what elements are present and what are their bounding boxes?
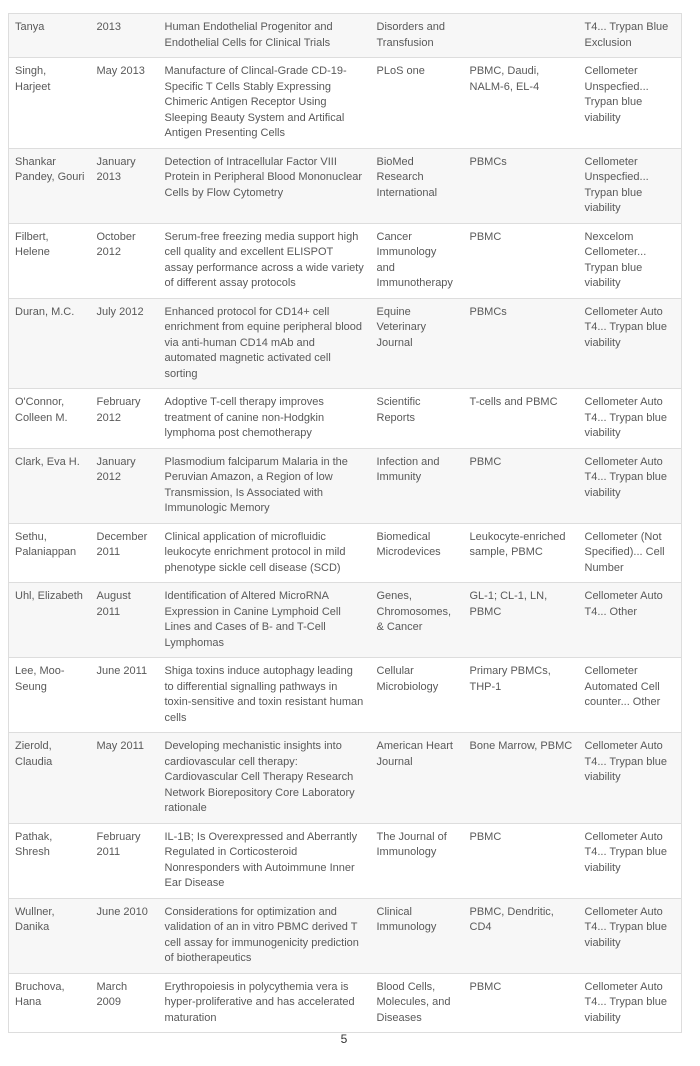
title-cell: Manufacture of Clincal-Grade CD-19-Specific T Cells Stably Expressing Chimeric Antigen Receptor Using Sleeping Beauty System and Artifical Antigen Presenting Cells	[159, 58, 371, 149]
title-cell: Considerations for optimization and validation of an in vitro PBMC derived T cell assay for immunogenicity prediction of biotherapeutics	[159, 898, 371, 973]
table-row	[9, 973, 682, 1033]
author-cell: Shankar Pandey, Gouri	[9, 148, 91, 223]
journal-cell: Equine Veterinary Journal	[371, 298, 464, 389]
cell-types-cell: PBMC, Daudi, NALM-6, EL-4	[464, 58, 579, 149]
table-row	[9, 898, 682, 973]
cell-types-cell: PBMC	[464, 973, 579, 1033]
method-cell: Cellometer Auto T4... Other	[579, 583, 682, 658]
date-cell: July 2012	[91, 298, 159, 389]
title-cell: IL-1B; Is Overexpressed and Aberrantly Regulated in Corticosteroid Nonresponders with Autoimmune Inner Ear Disease	[159, 823, 371, 898]
cell-types-cell: Primary PBMCs, THP-1	[464, 658, 579, 733]
author-cell: Clark, Eva H.	[9, 448, 91, 523]
method-cell: Cellometer Auto T4... Trypan blue viability	[579, 733, 682, 824]
date-cell: May 2013	[91, 58, 159, 149]
method-cell: Cellometer Auto T4... Trypan blue viability	[579, 973, 682, 1033]
date-cell: October 2012	[91, 223, 159, 298]
author-cell: Sethu, Palaniappan	[9, 523, 91, 583]
cell-types-cell: Bone Marrow, PBMC	[464, 733, 579, 824]
title-cell: Serum-free freezing media support high cell quality and excellent ELISPOT assay performance across a wide variety of different assay protocols	[159, 223, 371, 298]
table-row	[9, 298, 682, 389]
author-cell: Singh, Harjeet	[9, 58, 91, 149]
journal-cell: American Heart Journal	[371, 733, 464, 824]
date-cell: January 2013	[91, 148, 159, 223]
title-cell: Erythropoiesis in polycythemia vera is hyper-proliferative and has accelerated maturation	[159, 973, 371, 1033]
table-row	[9, 733, 682, 824]
author-cell: O'Connor, Colleen M.	[9, 389, 91, 449]
cell-types-cell: PBMC	[464, 823, 579, 898]
table-row	[9, 389, 682, 449]
journal-cell: Cancer Immunology and Immunotherapy	[371, 223, 464, 298]
journal-cell: Disorders and Transfusion	[371, 14, 464, 58]
date-cell: June 2011	[91, 658, 159, 733]
journal-cell: Blood Cells, Molecules, and Diseases	[371, 973, 464, 1033]
table-row	[9, 58, 682, 149]
publications-table	[8, 13, 682, 1033]
method-cell: Cellometer Auto T4... Trypan blue viability	[579, 389, 682, 449]
table-row	[9, 823, 682, 898]
table-row	[9, 148, 682, 223]
cell-types-cell: PBMC	[464, 448, 579, 523]
method-cell: T4... Trypan Blue Exclusion	[579, 14, 682, 58]
cell-types-cell: PBMCs	[464, 148, 579, 223]
journal-cell: Cellular Microbiology	[371, 658, 464, 733]
journal-cell: Biomedical Microdevices	[371, 523, 464, 583]
method-cell: Cellometer Auto T4... Trypan blue viability	[579, 298, 682, 389]
publications-table-body	[9, 14, 682, 1033]
journal-cell: Genes, Chromosomes, & Cancer	[371, 583, 464, 658]
method-cell: Cellometer (Not Specified)... Cell Number	[579, 523, 682, 583]
cell-types-cell: PBMCs	[464, 298, 579, 389]
author-cell: Filbert, Helene	[9, 223, 91, 298]
author-cell: Bruchova, Hana	[9, 973, 91, 1033]
cell-types-cell: Leukocyte-enriched sample, PBMC	[464, 523, 579, 583]
journal-cell: PLoS one	[371, 58, 464, 149]
cell-types-cell: GL-1; CL-1, LN, PBMC	[464, 583, 579, 658]
date-cell: March 2009	[91, 973, 159, 1033]
title-cell: Developing mechanistic insights into cardiovascular cell therapy: Cardiovascular Cell Therapy Research Network Biorepository Core Laboratory rationale	[159, 733, 371, 824]
cell-types-cell: T-cells and PBMC	[464, 389, 579, 449]
author-cell: Zierold, Claudia	[9, 733, 91, 824]
title-cell: Shiga toxins induce autophagy leading to differential signalling pathways in toxin-sensitive and toxin resistant human cells	[159, 658, 371, 733]
date-cell: June 2010	[91, 898, 159, 973]
method-cell: Cellometer Unspecfied... Trypan blue viability	[579, 58, 682, 149]
cell-types-cell: PBMC, Dendritic, CD4	[464, 898, 579, 973]
date-cell: 2013	[91, 14, 159, 58]
journal-cell: Scientific Reports	[371, 389, 464, 449]
journal-cell: BioMed Research International	[371, 148, 464, 223]
date-cell: May 2011	[91, 733, 159, 824]
method-cell: Nexcelom Cellometer... Trypan blue viability	[579, 223, 682, 298]
method-cell: Cellometer Auto T4... Trypan blue viability	[579, 898, 682, 973]
author-cell: Lee, Moo-Seung	[9, 658, 91, 733]
table-row	[9, 583, 682, 658]
title-cell: Identification of Altered MicroRNA Expression in Canine Lymphoid Cell Lines and Cases of B- and T-Cell Lymphomas	[159, 583, 371, 658]
title-cell: Enhanced protocol for CD14+ cell enrichment from equine peripheral blood via anti-human CD14 mAb and automated magnetic activated cell sorting	[159, 298, 371, 389]
table-row	[9, 523, 682, 583]
journal-cell: Clinical Immunology	[371, 898, 464, 973]
title-cell: Detection of Intracellular Factor VIII Protein in Peripheral Blood Mononuclear Cells by Flow Cytometry	[159, 148, 371, 223]
cell-types-cell	[464, 14, 579, 58]
cell-types-cell: PBMC	[464, 223, 579, 298]
method-cell: Cellometer Unspecfied... Trypan blue viability	[579, 148, 682, 223]
title-cell: Plasmodium falciparum Malaria in the Peruvian Amazon, a Region of low Transmission, Is Associated with Immunologic Memory	[159, 448, 371, 523]
date-cell: February 2012	[91, 389, 159, 449]
title-cell: Human Endothelial Progenitor and Endothelial Cells for Clinical Trials	[159, 14, 371, 58]
date-cell: February 2011	[91, 823, 159, 898]
author-cell: Duran, M.C.	[9, 298, 91, 389]
table-row	[9, 658, 682, 733]
table-row	[9, 223, 682, 298]
table-row	[9, 448, 682, 523]
title-cell: Clinical application of microfluidic leukocyte enrichment protocol in mild phenotype sickle cell disease (SCD)	[159, 523, 371, 583]
title-cell: Adoptive T-cell therapy improves treatment of canine non-Hodgkin lymphoma post chemotherapy	[159, 389, 371, 449]
author-cell: Pathak, Shresh	[9, 823, 91, 898]
author-cell: Uhl, Elizabeth	[9, 583, 91, 658]
method-cell: Cellometer Automated Cell counter... Other	[579, 658, 682, 733]
journal-cell: Infection and Immunity	[371, 448, 464, 523]
journal-cell: The Journal of Immunology	[371, 823, 464, 898]
table-row	[9, 14, 682, 58]
date-cell: December 2011	[91, 523, 159, 583]
method-cell: Cellometer Auto T4... Trypan blue viability	[579, 823, 682, 898]
date-cell: January 2012	[91, 448, 159, 523]
date-cell: August 2011	[91, 583, 159, 658]
method-cell: Cellometer Auto T4... Trypan blue viability	[579, 448, 682, 523]
author-cell: Wullner, Danika	[9, 898, 91, 973]
page-number: 5	[340, 1032, 348, 1046]
author-cell: Tanya	[9, 14, 91, 58]
